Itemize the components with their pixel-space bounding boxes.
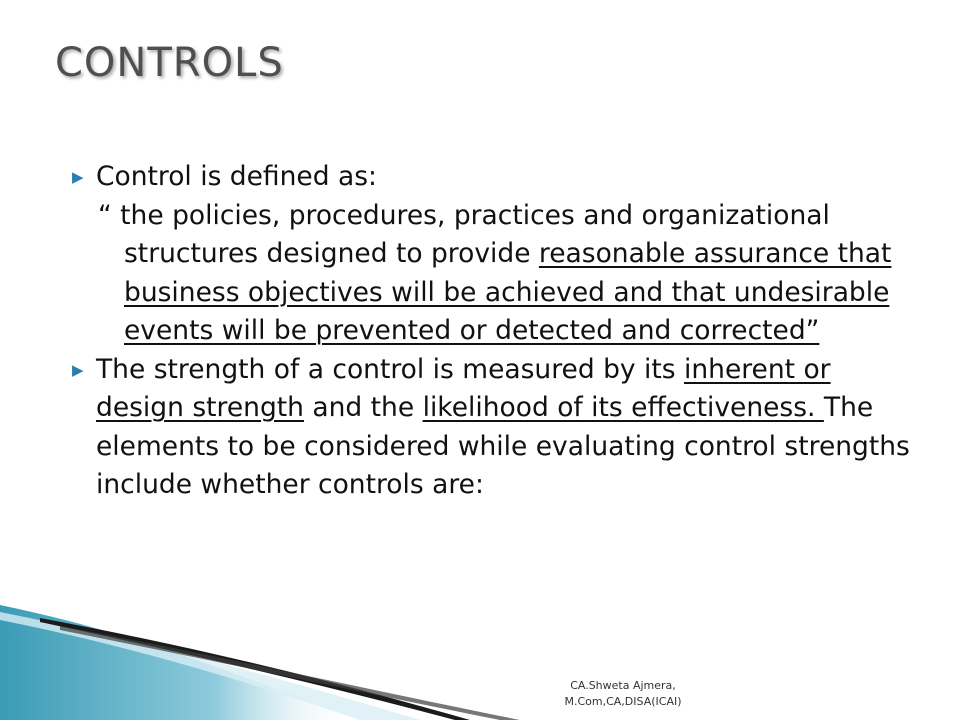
strength-underlined-2: likelihood of its effectiveness. [422,392,824,423]
quote-plain-text: “ the policies, procedures, practices and organizational structures designed to provide [98,199,830,269]
strength-text-1: The strength of a control is measured by its [96,353,684,385]
definition-quote [72,197,912,351]
wave-decoration [0,560,960,720]
slide-title: CONTROLS [55,40,284,86]
bullet-lead-text: Control is defined as: [96,161,377,192]
footer-line-1: CA.Shweta Ajmera, [570,679,676,692]
right-triangle-icon: ▶ [72,168,84,186]
bullet-item-definition [72,158,912,197]
slide-body [72,158,912,505]
right-triangle-icon: ▶ [72,360,84,379]
footer-line-2: M.Com,CA,DISA(ICAI) [564,695,682,708]
bullet-item-strength [72,351,912,505]
strength-text-2: and the [303,392,423,423]
author-footer [546,678,700,710]
quote-underlined-text: reasonable assurance that business objectives will be achieved and that undesirable events will be prevented or detected and corrected” [124,238,892,346]
strength-underlined-1: inherent or design strength [96,353,831,423]
strength-text-3: The elements to be considered while evaluating control strengths include whether controls are: [96,392,910,500]
